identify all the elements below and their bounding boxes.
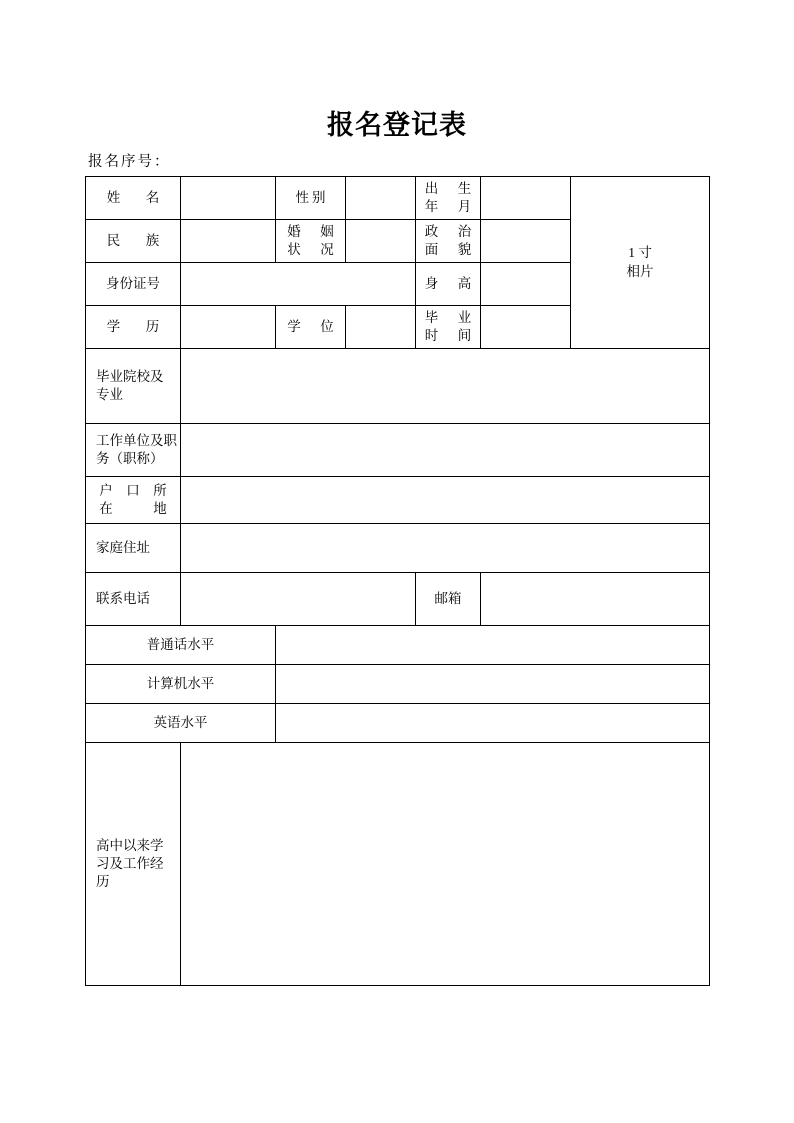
value-phone[interactable]: [181, 573, 416, 626]
label-mandarin-level-text: 普通话水平: [146, 636, 215, 652]
value-degree[interactable]: [346, 306, 416, 349]
label-home-address: [86, 524, 181, 573]
label-graduation-line2: 时 间: [424, 328, 475, 343]
label-graduation: [416, 306, 481, 349]
label-work-unit: [86, 424, 181, 477]
value-work-unit[interactable]: [181, 424, 710, 477]
value-graduation[interactable]: [481, 306, 571, 349]
value-household[interactable]: [181, 477, 710, 524]
label-school-major-line2: 专业: [96, 387, 123, 402]
label-education-text: 学 历: [106, 318, 166, 334]
value-school-major[interactable]: [181, 349, 710, 424]
photo-label-line2: 相片: [626, 263, 654, 279]
value-height[interactable]: [481, 263, 571, 306]
label-marital: [276, 220, 346, 263]
table-row: [86, 626, 710, 665]
label-experience-line3: 历: [96, 874, 110, 890]
label-id-number-text: 身份证号: [106, 275, 160, 291]
value-home-address[interactable]: [181, 524, 710, 573]
serial-number-label: [88, 150, 171, 171]
value-english-level[interactable]: [276, 704, 710, 743]
label-work-unit-line2: 务（职称）: [96, 451, 164, 466]
label-english-level: [86, 704, 276, 743]
label-household: [86, 477, 181, 524]
serial-label-text: 报名序号：: [88, 154, 171, 170]
label-computer-level: [86, 665, 276, 704]
label-home-address-text: 家庭住址: [96, 539, 150, 555]
label-political: [416, 220, 481, 263]
table-row: [86, 177, 710, 220]
value-marital[interactable]: [346, 220, 416, 263]
label-experience-line2: 习及工作经: [96, 855, 164, 871]
value-name[interactable]: [181, 177, 276, 220]
table-row: [86, 424, 710, 477]
label-school-major: [86, 349, 181, 424]
label-household-line2: 在 地: [99, 501, 167, 516]
label-marital-line1: 婚 姻: [287, 223, 337, 239]
value-id-number[interactable]: [181, 263, 416, 306]
label-birth-date-line1: 出 生: [424, 180, 475, 196]
value-computer-level[interactable]: [276, 665, 710, 704]
table-row: [86, 665, 710, 704]
value-experience[interactable]: [181, 743, 710, 986]
table-row: [86, 524, 710, 573]
label-work-unit-line1: 工作单位及职: [96, 432, 177, 448]
table-row: [86, 477, 710, 524]
label-gender-text: 性别: [295, 189, 329, 205]
value-gender[interactable]: [346, 177, 416, 220]
table-row: [86, 704, 710, 743]
table-row: [86, 743, 710, 986]
label-ethnicity: [86, 220, 181, 263]
label-experience-line1: 高中以来学: [96, 837, 164, 853]
label-english-level-text: 英语水平: [153, 714, 208, 730]
label-birth-date: [416, 177, 481, 220]
value-political[interactable]: [481, 220, 571, 263]
label-name-text: 姓 名: [106, 189, 166, 205]
label-name: [86, 177, 181, 220]
value-ethnicity[interactable]: [181, 220, 276, 263]
label-email-text: 邮箱: [434, 590, 462, 606]
label-political-line1: 政 治: [424, 223, 475, 239]
label-political-line2: 面 貌: [424, 242, 475, 257]
label-phone-text: 联系电话: [96, 590, 150, 606]
label-height-text: 身 高: [424, 275, 475, 291]
registration-form-table: [85, 176, 710, 986]
value-email[interactable]: [481, 573, 710, 626]
label-height: [416, 263, 481, 306]
label-email: [416, 573, 481, 626]
label-gender: [276, 177, 346, 220]
photo-label-line1: 1 寸: [628, 245, 652, 261]
label-phone: [86, 573, 181, 626]
label-degree: [276, 306, 346, 349]
label-household-line1: 户 口 所: [99, 482, 167, 498]
label-school-major-line1: 毕业院校及: [96, 368, 164, 384]
value-mandarin-level[interactable]: [276, 626, 710, 665]
label-graduation-line1: 毕 业: [424, 309, 475, 325]
label-birth-date-line2: 年 月: [424, 199, 475, 214]
photo-placeholder[interactable]: [571, 177, 710, 349]
table-row: [86, 573, 710, 626]
page-title: 报名登记表: [327, 110, 467, 140]
table-row: [86, 349, 710, 424]
value-birth-date[interactable]: [481, 177, 571, 220]
label-ethnicity-text: 民 族: [106, 232, 166, 248]
label-mandarin-level: [86, 626, 276, 665]
label-degree-text: 学 位: [287, 318, 337, 334]
value-education[interactable]: [181, 306, 276, 349]
label-education: [86, 306, 181, 349]
label-computer-level-text: 计算机水平: [146, 675, 215, 691]
label-id-number: [86, 263, 181, 306]
label-marital-line2: 状 况: [287, 242, 337, 257]
label-experience: [86, 743, 181, 986]
